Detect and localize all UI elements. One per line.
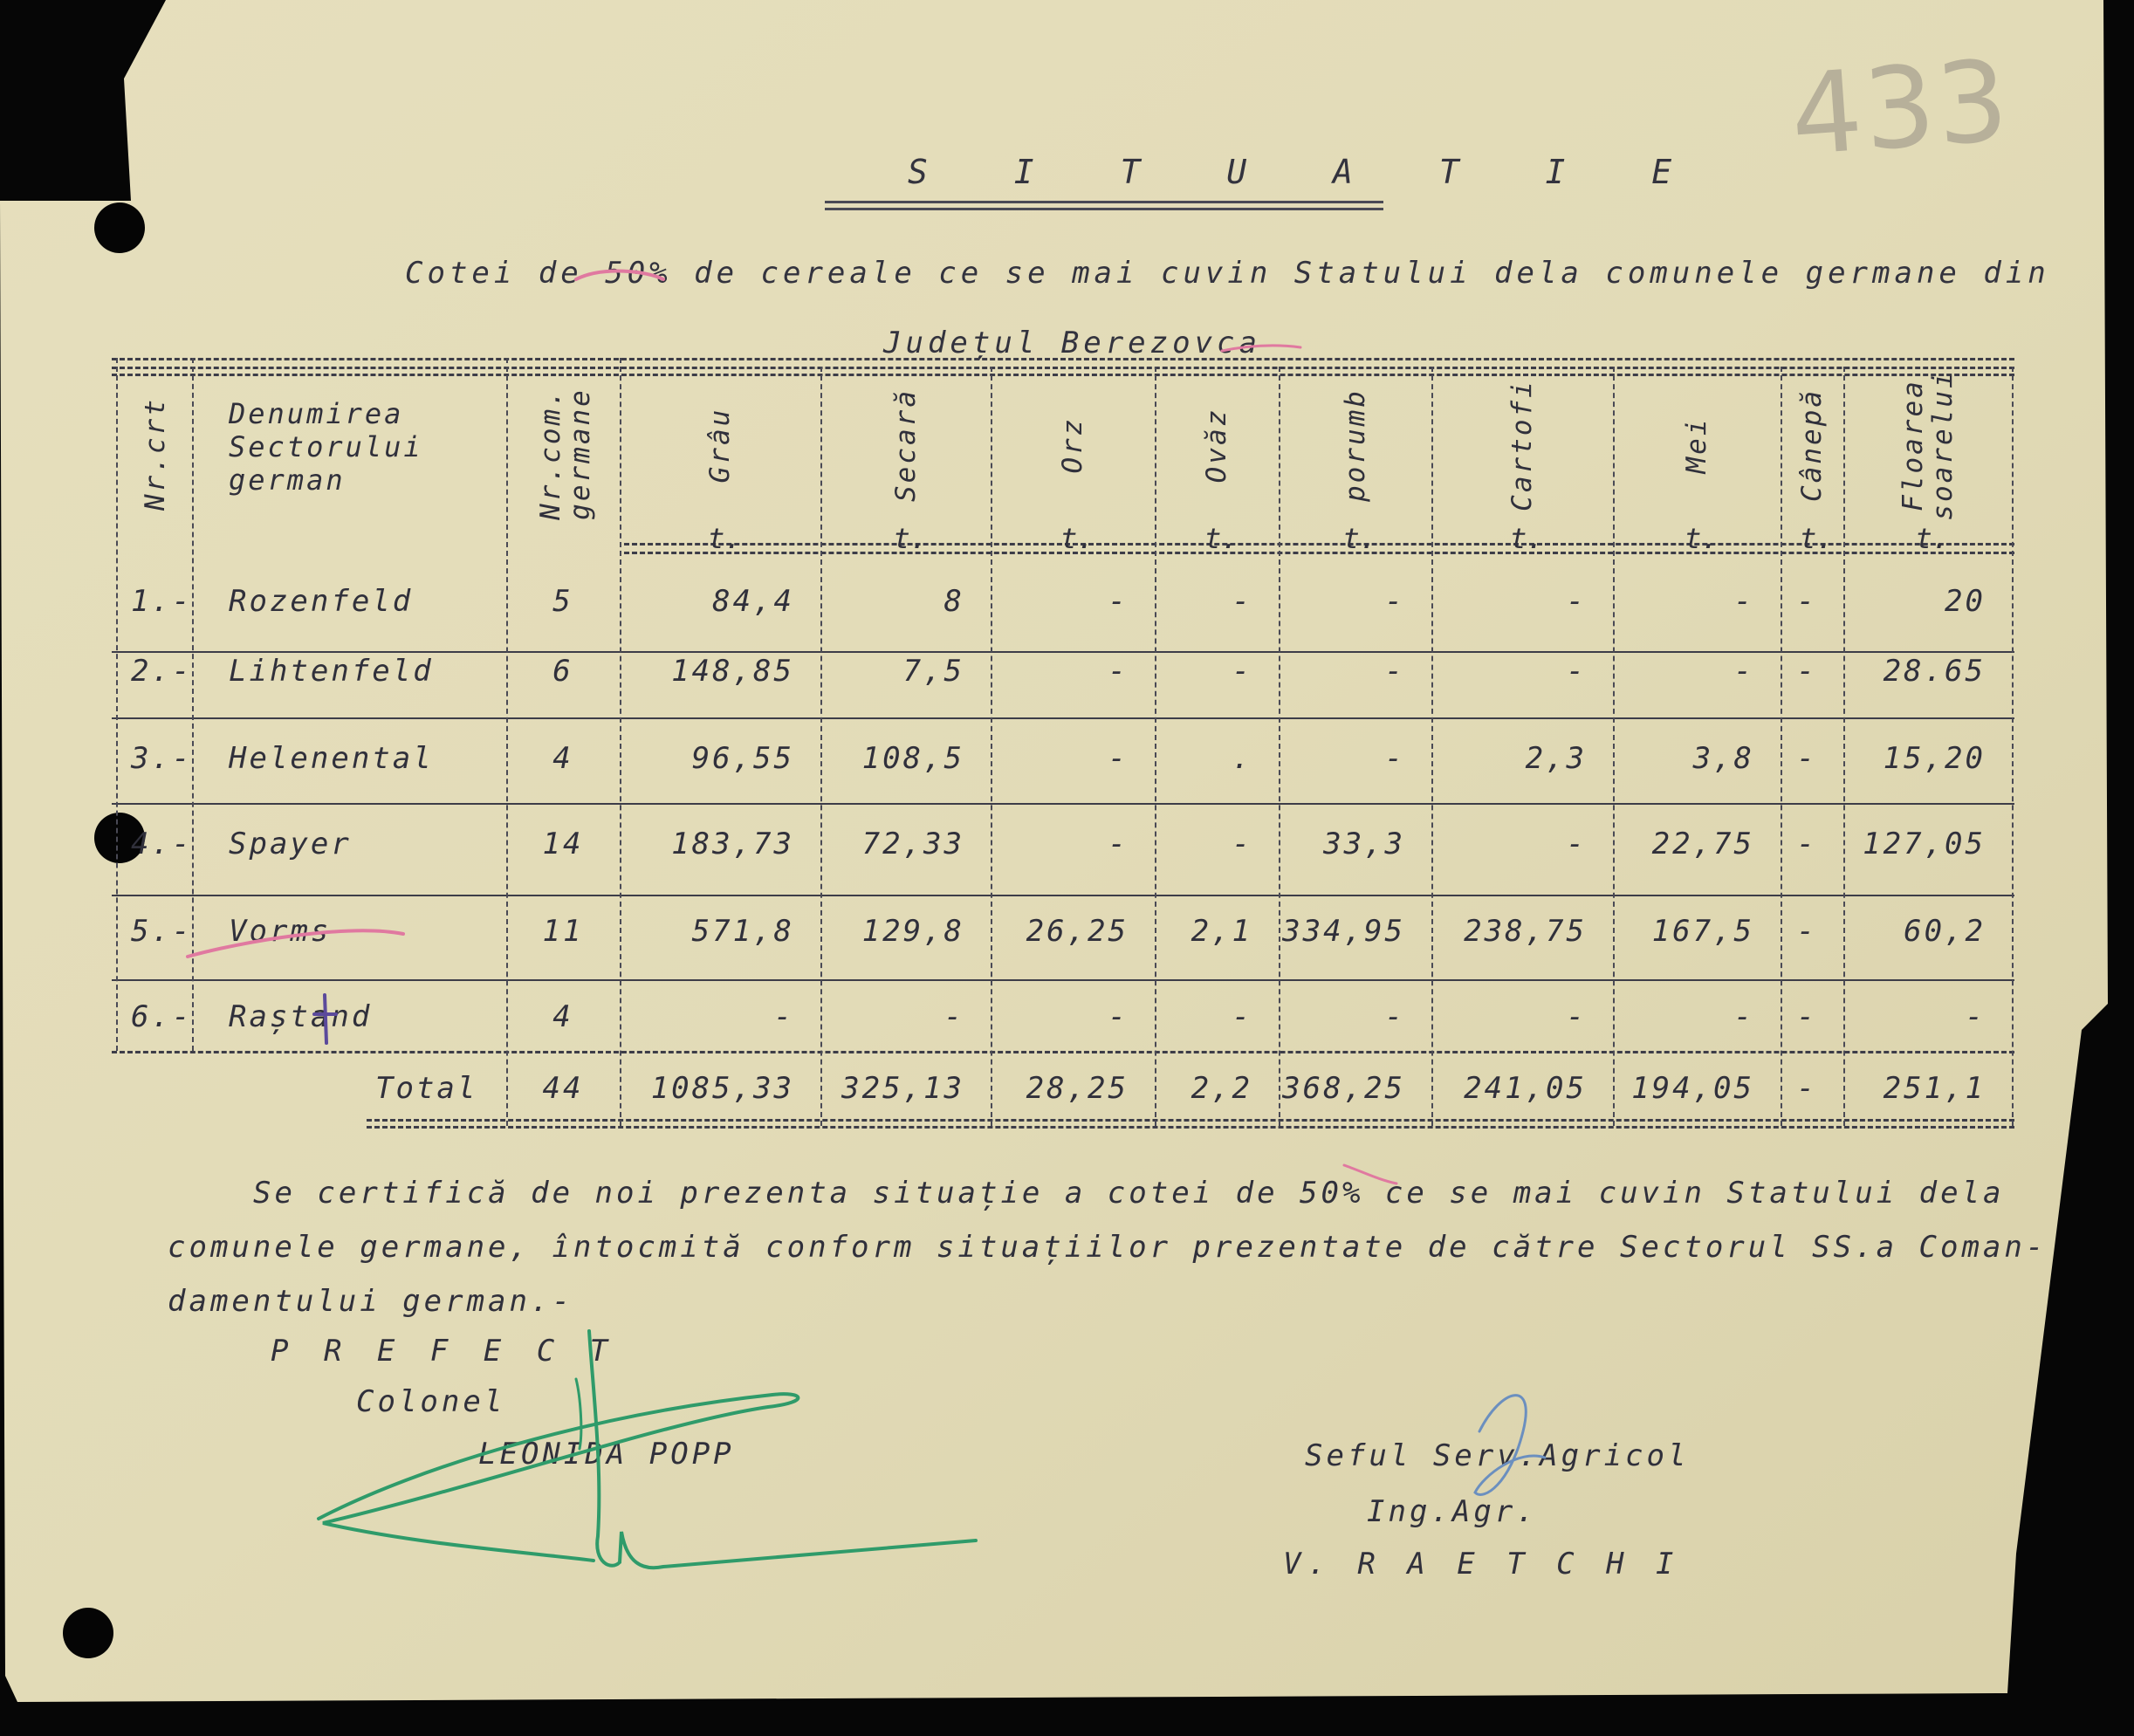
title-underline xyxy=(825,208,1383,210)
crop-value: 183,73 xyxy=(671,827,794,861)
crop-value: 108,5 xyxy=(861,741,964,776)
header-unit: t. xyxy=(1800,522,1834,555)
crop-value: 22,75 xyxy=(1651,827,1754,861)
document-title: S I T U A T I E xyxy=(908,153,1705,191)
archive-number: 433 xyxy=(1787,36,2014,182)
crop-value: 334,95 xyxy=(1282,914,1405,949)
prefect-name: LEONIDA POPP xyxy=(478,1437,735,1472)
crop-value: - xyxy=(1566,999,1587,1034)
sector-name: Lihtenfeld xyxy=(229,654,434,689)
total-value: 251,1 xyxy=(1883,1071,1986,1106)
crop-value: 20 xyxy=(1945,584,1986,619)
crop-value: 167,5 xyxy=(1651,914,1754,949)
header-crop: Floarea soarelui xyxy=(1897,369,1959,521)
header-crop: Orz xyxy=(1057,416,1088,474)
crop-value: - xyxy=(1232,654,1252,689)
header-unit: t. xyxy=(1685,522,1719,555)
crop-value: 60,2 xyxy=(1904,914,1986,949)
row-number: 4.- xyxy=(131,827,193,861)
crop-value: 127,05 xyxy=(1863,827,1986,861)
crop-value: - xyxy=(1108,584,1129,619)
crop-value: - xyxy=(1108,999,1129,1034)
commune-count: 11 xyxy=(542,914,584,949)
crop-value: - xyxy=(1232,584,1252,619)
total-value: 2,2 xyxy=(1191,1071,1252,1106)
crop-value: - xyxy=(1796,584,1817,619)
header-unit: t. xyxy=(1342,522,1377,555)
punch-hole xyxy=(63,1608,113,1658)
crop-value: 84,4 xyxy=(712,584,794,619)
commune-count: 14 xyxy=(542,827,584,861)
header-nr-crt: Nr.crt xyxy=(140,397,171,511)
table-rule xyxy=(112,367,2014,369)
sector-name: Spayer xyxy=(229,827,352,861)
total-communes: 44 xyxy=(542,1071,584,1106)
sector-name: Rozenfeld xyxy=(229,584,414,619)
crop-value: - xyxy=(1384,999,1405,1034)
crop-value: - xyxy=(1796,914,1817,949)
punch-hole xyxy=(94,202,145,253)
sector-name: Raștand xyxy=(229,999,373,1034)
crop-value: 238,75 xyxy=(1464,914,1587,949)
header-unit: t. xyxy=(708,522,742,555)
table-rule xyxy=(116,358,118,1051)
table-rule xyxy=(112,1051,2014,1053)
crop-value: 33,3 xyxy=(1323,827,1405,861)
county-name: Județul Berezovca xyxy=(883,326,1261,360)
total-value: 1085,33 xyxy=(650,1071,794,1106)
prefect-title: P R E F E C T xyxy=(271,1334,617,1369)
crop-value: 3,8 xyxy=(1692,741,1754,776)
row-number: 1.- xyxy=(131,584,193,619)
commune-count: 4 xyxy=(552,741,573,776)
total-value: 325,13 xyxy=(841,1071,964,1106)
row-number: 6.- xyxy=(131,999,193,1034)
commune-count: 5 xyxy=(552,584,573,619)
header-crop: Cartofi xyxy=(1506,379,1538,511)
total-value: 241,05 xyxy=(1464,1071,1587,1106)
crop-value: - xyxy=(943,999,964,1034)
crop-value: - xyxy=(1384,741,1405,776)
total-label: Total xyxy=(375,1071,478,1106)
agri-engineer-title: Ing.Agr. xyxy=(1367,1494,1538,1529)
crop-value: 571,8 xyxy=(691,914,794,949)
table-rule xyxy=(112,358,2014,360)
certification-line: Se certifică de noi prezenta situație a cotei de 50% ce se mai cuvin Statului dela xyxy=(253,1176,2005,1211)
crop-value: 8 xyxy=(943,584,964,619)
sector-name: Vorms xyxy=(229,914,332,949)
row-number: 5.- xyxy=(131,914,193,949)
row-number: 2.- xyxy=(131,654,193,689)
row-number: 3.- xyxy=(131,741,193,776)
table-rule xyxy=(112,803,2014,805)
sector-name: Helenental xyxy=(229,741,434,776)
table-rule xyxy=(367,1126,2014,1129)
crop-value: - xyxy=(1733,999,1754,1034)
title-underline xyxy=(825,201,1383,203)
header-unit: t. xyxy=(1915,522,1950,555)
table-rule xyxy=(112,374,2014,376)
crop-value: - xyxy=(1232,999,1252,1034)
commune-count: 4 xyxy=(552,999,573,1034)
document-subtitle: Cotei de 50% de cereale ce se mai cuvin Statului dela comunele germane din xyxy=(405,256,2050,291)
header-crop: Secară xyxy=(889,388,922,502)
crop-value: 96,55 xyxy=(691,741,794,776)
table-rule xyxy=(112,895,2014,896)
header-nr-com: Nr.com. germane xyxy=(535,388,596,520)
crop-value: - xyxy=(1384,584,1405,619)
crop-value: - xyxy=(1108,827,1129,861)
crop-value: 2,1 xyxy=(1191,914,1252,949)
header-unit: t. xyxy=(893,522,928,555)
crop-value: 2,3 xyxy=(1525,741,1587,776)
crop-value: - xyxy=(1566,584,1587,619)
crop-value: 28.65 xyxy=(1883,654,1986,689)
table-rule xyxy=(112,717,2014,719)
header-crop: Grâu xyxy=(704,407,736,484)
crop-value: - xyxy=(1796,827,1817,861)
agri-engineer-name: V. R A E T C H I xyxy=(1283,1547,1681,1582)
crop-value: - xyxy=(773,999,794,1034)
certification-line: damentului german.- xyxy=(168,1284,573,1319)
header-sector: Denumirea Sectorului german xyxy=(229,397,423,497)
header-unit: t. xyxy=(1204,522,1239,555)
total-value: 194,05 xyxy=(1631,1071,1754,1106)
table-rule xyxy=(2012,367,2014,1126)
table-rule xyxy=(112,651,2014,653)
crop-value: - xyxy=(1733,584,1754,619)
header-crop: Ovăz xyxy=(1201,407,1232,484)
crop-value: . xyxy=(1232,741,1252,776)
header-crop: Mei xyxy=(1681,416,1712,474)
crop-value: - xyxy=(1796,654,1817,689)
prefect-rank: Colonel xyxy=(356,1384,506,1419)
total-value: 28,25 xyxy=(1026,1071,1129,1106)
crop-value: - xyxy=(1796,999,1817,1034)
crop-value: - xyxy=(1566,654,1587,689)
header-unit: t. xyxy=(1510,522,1544,555)
header-crop: Cânepă xyxy=(1796,388,1828,502)
crop-value: 72,33 xyxy=(861,827,964,861)
crop-value: - xyxy=(1965,999,1986,1034)
header-unit: t. xyxy=(1060,522,1094,555)
crop-value: 15,20 xyxy=(1883,741,1986,776)
certification-line: comunele germane, întocmită conform situațiilor prezentate de către Sectorul SS.a Coman- xyxy=(168,1230,2048,1265)
crop-value: - xyxy=(1384,654,1405,689)
table-rule xyxy=(192,358,194,1051)
crop-value: - xyxy=(1232,827,1252,861)
crop-value: - xyxy=(1796,741,1817,776)
crop-value: 148,85 xyxy=(671,654,794,689)
crop-value: - xyxy=(1108,654,1129,689)
table-rule xyxy=(367,1119,2014,1122)
crop-value: - xyxy=(1108,741,1129,776)
total-value: 368,25 xyxy=(1282,1071,1405,1106)
header-crop: porumb xyxy=(1339,388,1371,502)
crop-value: 26,25 xyxy=(1026,914,1129,949)
crop-value: - xyxy=(1566,827,1587,861)
table-rule xyxy=(112,979,2014,981)
crop-value: 7,5 xyxy=(902,654,964,689)
commune-count: 6 xyxy=(552,654,573,689)
agri-service-title: Seful Serv.Agricol xyxy=(1305,1438,1690,1473)
crop-value: - xyxy=(1733,654,1754,689)
crop-value: 129,8 xyxy=(861,914,964,949)
total-value: - xyxy=(1796,1071,1817,1106)
